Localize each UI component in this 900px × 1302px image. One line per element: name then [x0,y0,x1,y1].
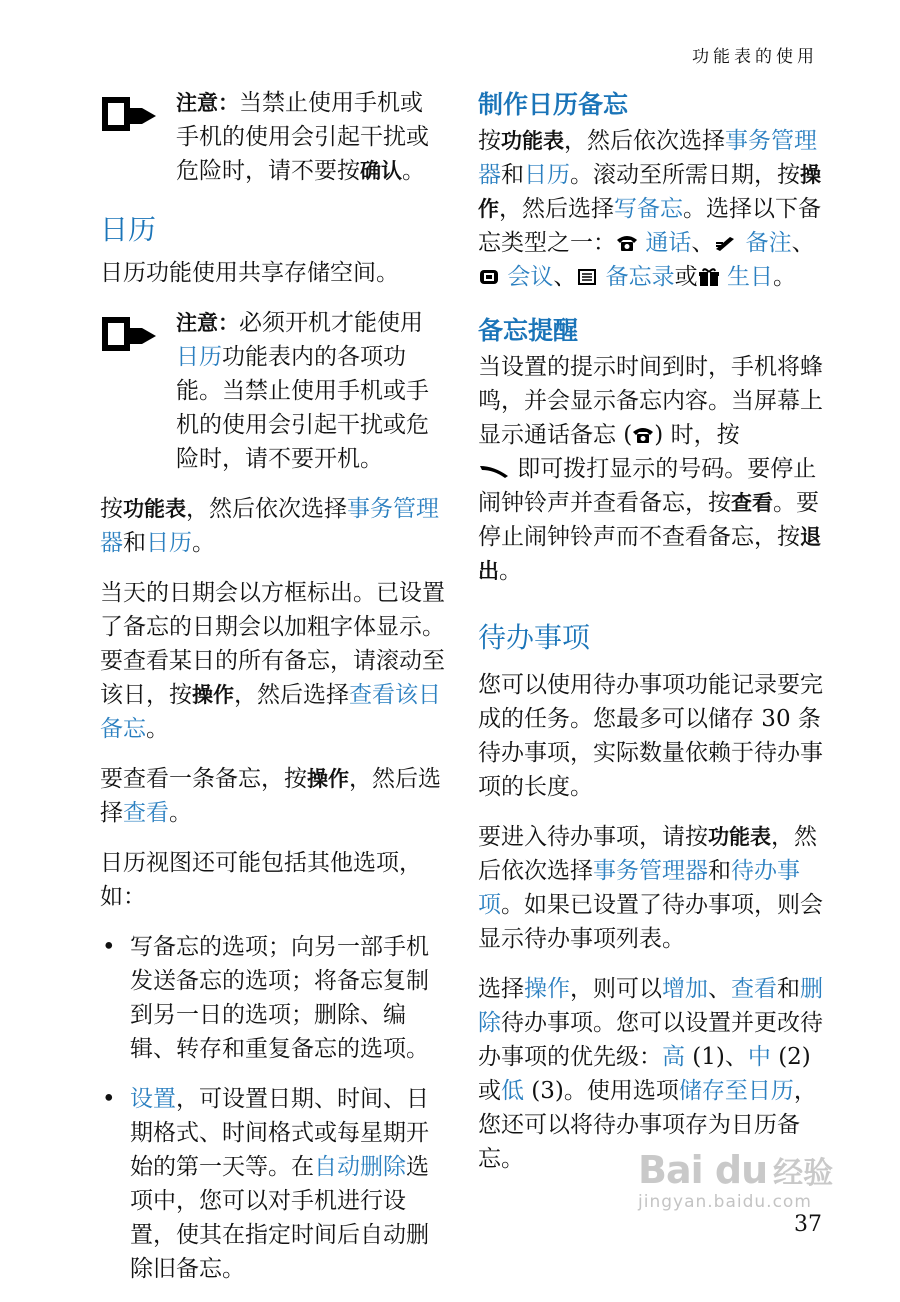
note-hand-icon [100,314,158,354]
text: 。 [192,530,215,556]
watermark-brand: 经验 [773,1156,834,1191]
text: (1)、 [685,1044,748,1070]
make-note-heading: 制作日历备忘 [478,90,629,119]
text: 待办事项。您可以设置并更改待办事项的优先级： [478,1010,823,1070]
text: 、 [691,230,715,256]
options-list [100,930,445,1286]
calendar-link[interactable]: 日历 [176,344,222,370]
text: 和 [501,162,524,188]
view-day-notes-link[interactable]: 查看该日备忘 [100,682,441,742]
bullet-icon: • [102,1086,116,1112]
list-item [100,1082,445,1286]
options-key-label: 操作 [307,767,349,791]
running-header: 功能表的使用 [692,47,818,67]
page-number: 37 [794,1212,822,1237]
priority-low-link[interactable]: 低 [501,1078,524,1104]
alarm-heading: 备忘提醒 [478,316,579,345]
view-link[interactable]: 查看 [123,800,169,826]
note-body: 必须开机才能使用 [239,310,423,336]
options-link[interactable]: 操作 [524,976,570,1002]
add-link[interactable]: 增加 [662,976,708,1002]
text: 要进入待办事项，请按 [478,824,708,850]
menu-key-label: 功能表 [123,497,186,521]
text: 、 [708,976,731,1002]
todo-access-paragraph [478,820,823,956]
text: 。 [146,716,169,742]
view-one-note-paragraph [100,762,445,830]
text: ，然后依次选择 [564,128,725,154]
phone-icon [632,425,654,445]
note-tail: 。 [402,158,425,184]
text: ，然后依次选择 [186,496,347,522]
memo-type-link[interactable]: 备注 [745,230,792,256]
options-key-label: 操作 [192,683,234,707]
left-column [100,86,445,1302]
text: 按 [100,496,123,522]
text: 按 [478,128,501,154]
organizer-link[interactable]: 事务管理器 [478,128,817,188]
menu-key-label: 功能表 [501,129,564,153]
menu-key-label: 功能表 [708,825,771,849]
priority-medium-link[interactable]: 中 [747,1044,771,1070]
note-hand-icon [100,94,158,134]
organizer-link[interactable]: 事务管理器 [100,496,439,556]
make-note-paragraph [478,124,823,294]
settings-link[interactable]: 设置 [130,1086,176,1112]
calendar-link[interactable]: 日历 [146,530,192,556]
options-key-label: 操作 [478,163,821,221]
baidu-jingyan-watermark [638,1148,858,1244]
text: 。 [499,558,522,584]
memo-pen-icon [714,233,738,253]
note-body: 当禁止使用手机或手机的使用会引起干扰或危险时，请不要按 [176,90,429,184]
auto-delete-link[interactable]: 自动删除 [314,1154,406,1180]
note-block-1 [100,86,445,188]
text: 要查看一条备忘，按 [100,766,307,792]
alarm-paragraph [478,350,823,588]
note-label: 注意： [176,311,239,335]
text: ，然后选择 [100,766,441,826]
reminder-list-icon [576,267,598,287]
exit-key-label: 退出 [478,525,821,583]
list-item-text: 选项中，您可以对手机进行设置，使其在指定时间后自动删除旧备忘。 [130,1154,429,1282]
view-key-label: 查看 [731,491,773,515]
text: ，然后选择 [234,682,349,708]
marked-dates-paragraph [100,576,445,746]
calendar-link[interactable]: 日历 [524,162,570,188]
watermark-url: jingyan.baidu.com [638,1192,812,1212]
text: 当天的日期会以方框标出。已设置了备忘的日期会以加粗字体显示。要查看某日的所有备忘，请滚动至该日，按 [100,580,445,708]
text: 或 [674,264,698,290]
birthday-gift-icon [698,267,720,287]
text: 。 [169,800,192,826]
todo-intro: 您可以使用待办事项功能记录要完成的任务。您最多可以储存 30 条待办事项，实际数量依赖于待办事项的长度。 [478,672,823,800]
text: 和 [708,858,731,884]
options-intro: 日历视图还可能包括其他选项，如： [100,850,422,910]
note-block-2 [100,306,445,476]
confirm-key-label: 确认 [360,159,402,183]
organizer-link[interactable]: 事务管理器 [593,858,708,884]
birthday-type-link[interactable]: 生日 [726,264,773,290]
delete-link[interactable]: 删除 [478,976,823,1036]
phone-icon [616,233,638,253]
todo-link[interactable]: 待办事项 [478,858,800,918]
access-instructions [100,492,445,560]
save-to-calendar-link[interactable]: 储存至日历 [678,1078,794,1104]
todo-options-paragraph [478,972,823,1176]
text: 。要停止闹钟铃声而不查看备忘，按 [478,490,819,550]
text: 和 [777,976,800,1002]
text: 。选择以下备忘类型之一： [478,196,821,256]
bullet-icon: • [102,934,116,960]
note-text-1 [176,86,445,188]
text: 、 [553,264,577,290]
text: 即可拨打显示的号码。要停止闹钟铃声并查看备忘，按 [478,456,817,516]
text: ，则可以 [570,976,662,1002]
text: 、 [791,230,815,256]
reminder-type-link[interactable]: 备忘录 [605,264,675,290]
text: 。滚动至所需日期，按 [570,162,800,188]
call-type-link[interactable]: 通话 [645,230,692,256]
text: 和 [123,530,146,556]
list-item-text: ，可设置日期、时间、日期格式、时间格式或每星期开始的第一天等。在 [130,1086,429,1180]
note-tail: 功能表内的各项功能。当禁止使用手机或手机的使用会引起干扰或危险时，请不要开机。 [176,344,429,472]
right-column [478,86,823,1192]
text: ，您还可以将待办事项存为日历备忘。 [478,1078,817,1172]
write-note-link[interactable]: 写备忘 [614,196,683,222]
text: (2) 或 [478,1044,811,1104]
view-link[interactable]: 查看 [731,976,777,1002]
meeting-icon [478,267,500,287]
meeting-type-link[interactable]: 会议 [507,264,554,290]
todo-heading: 待办事项 [478,621,591,654]
text: ，然后选择 [499,196,614,222]
priority-high-link[interactable]: 高 [662,1044,685,1070]
note-label: 注意： [176,91,239,115]
text: 选择 [478,976,524,1002]
watermark-logo: Bai du [638,1148,768,1192]
calendar-heading: 日历 [100,213,157,246]
text: ，然后依次选择 [478,824,817,884]
text: ) 时，按 [654,422,740,448]
text: 。如果已设置了待办事项，则会显示待办事项列表。 [478,892,823,952]
text: 。 [772,264,796,290]
list-item-text: 写备忘的选项；向另一部手机发送备忘的选项；将备忘复制到另一日的选项；删除、编辑、转存和重复备忘的选项。 [130,934,429,1062]
call-key-icon [478,463,510,479]
note-text-2 [176,306,445,476]
text: (3)。使用选项 [524,1078,679,1104]
text: 当设置的提示时间到时，手机将蜂鸣，并会显示备忘内容。当屏幕上显示通话备忘 ( [478,354,823,448]
calendar-intro: 日历功能使用共享存储空间。 [100,260,399,286]
list-item [100,930,445,1066]
